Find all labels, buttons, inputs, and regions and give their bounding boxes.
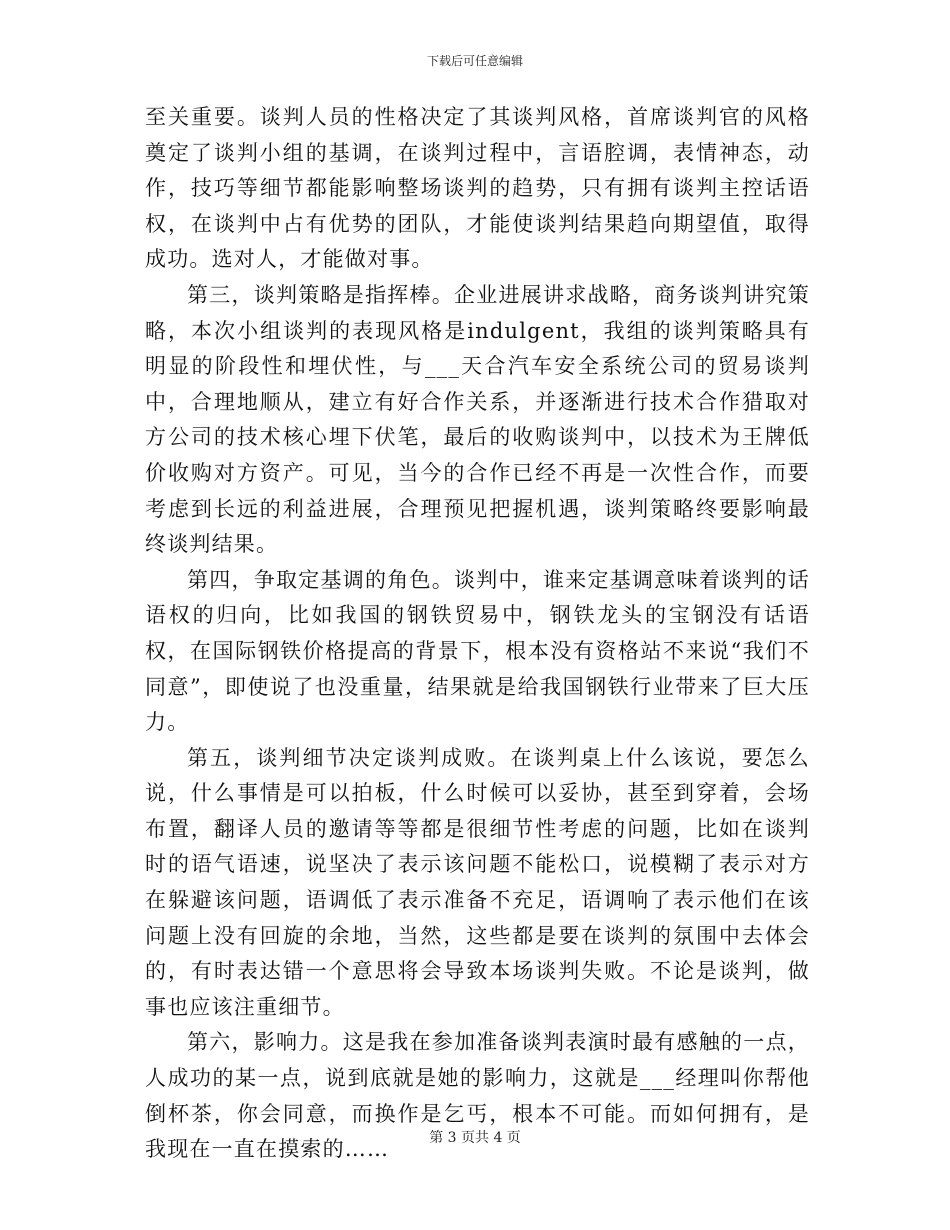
document-body [145,100,810,1168]
paragraph-sixth-point: 第六，影响力。这是我在参加准备谈判表演时最有感触的一点，人成功的某一点，说到底就是她的影响力，这就是___经理叫你帮他倒杯茶，你会同意，而换作是乞丐，根本不可能。而如何拥有，是我现在一直在摸索的…… [145,1030,810,1162]
paragraph-third-point: 第三，谈判策略是指挥棒。企业进展讲求战略，商务谈判讲究策略，本次小组谈判的表现风格是indulgent，我组的谈判策略具有明显的阶段性和埋伏性，与___天合汽车安全系统公司的贸易谈判中，合理地顺从，建立有好合作关系，并逐渐进行技术合作猎取对方公司的技术核心埋下伏笔，最后的收购谈判中，以技术为王牌低价收购对方资产。可见，当今的合作已经不再是一次性合作，而要考虑到长远的利益进展，合理预见把握机遇，谈判策略终要影响最终谈判结果。 [145,282,810,557]
paragraph-continuation: 至关重要。谈判人员的性格决定了其谈判风格，首席谈判官的风格奠定了谈判小组的基调，在谈判过程中，言语腔调，表情神态，动作，技巧等细节都能影响整场谈判的趋势，只有拥有谈判主控话语权，在谈判中占有优势的团队，才能使谈判结果趋向期望值，取得成功。选对人，才能做对事。 [145,105,810,272]
paragraph-fourth-point: 第四，争取定基调的角色。谈判中，谁来定基调意味着谈判的话语权的归向，比如我国的钢铁贸易中，钢铁龙头的宝钢没有话语权，在国际钢铁价格提高的背景下，根本没有资格站不来说“我们不同意”，即使说了也没重量，结果就是给我国钢铁行业带来了巨大压力。 [145,567,810,735]
page-footer: 第 3 页共 4 页 [429,1130,521,1146]
page-header: 下载后可任意编辑 [426,54,523,68]
paragraph-fifth-point: 第五，谈判细节决定谈判成败。在谈判桌上什么该说，要怎么说，什么事情是可以拍板，什么时候可以妥协，甚至到穿着，会场布置，翻译人员的邀请等等都是很细节性考虑的问题，比如在谈判时的语气语速，说坚决了表示该问题不能松口，说模糊了表示对方在躲避该问题，语调低了表示准备不充足，语调响了表示他们在该问题上没有回旋的余地，当然，这些都是要在谈判的氛围中去体会的，有时表达错一个意思将会导致本场谈判失败。不论是谈判，做事也应该注重细节。 [145,745,810,1019]
